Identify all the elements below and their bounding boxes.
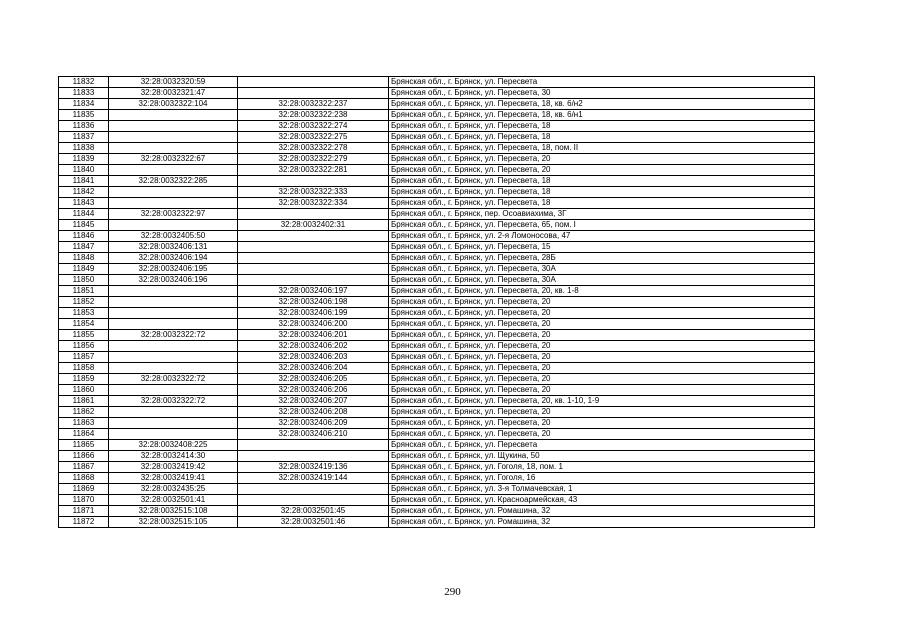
cadastral-number-cell: [109, 319, 238, 330]
related-cadastral-number-cell: [238, 176, 389, 187]
related-cadastral-number-cell: [238, 253, 389, 264]
address-cell: Брянская обл., г. Брянск, ул. Пересвета, 18: [389, 198, 815, 209]
row-number-cell: 11841: [59, 176, 109, 187]
row-number-cell: 11863: [59, 418, 109, 429]
address-cell: Брянская обл., г. Брянск, ул. Пересвета, 18, кв. 6/н1: [389, 110, 815, 121]
row-number-cell: 11854: [59, 319, 109, 330]
table-body: [59, 77, 815, 528]
address-cell: Брянская обл., г. Брянск, ул. Пересвета, 20: [389, 297, 815, 308]
cadastral-table: [58, 76, 815, 528]
related-cadastral-number-cell: 32:28:0032322:281: [238, 165, 389, 176]
related-cadastral-number-cell: 32:28:0032402:31: [238, 220, 389, 231]
cadastral-number-cell: [109, 187, 238, 198]
cadastral-number-cell: [109, 143, 238, 154]
row-number-cell: 11865: [59, 440, 109, 451]
table-row: [59, 418, 815, 429]
cadastral-number-cell: 32:28:0032406:195: [109, 264, 238, 275]
address-cell: Брянская обл., г. Брянск, ул. Пересвета, 20: [389, 341, 815, 352]
cadastral-number-cell: 32:28:0032419:42: [109, 462, 238, 473]
table-row: [59, 341, 815, 352]
table-row: [59, 264, 815, 275]
cadastral-number-cell: [109, 418, 238, 429]
row-number-cell: 11845: [59, 220, 109, 231]
row-number-cell: 11840: [59, 165, 109, 176]
row-number-cell: 11832: [59, 77, 109, 88]
address-cell: Брянская обл., г. Брянск, ул. Пересвета, 30: [389, 88, 815, 99]
row-number-cell: 11869: [59, 484, 109, 495]
address-cell: Брянская обл., г. Брянск, ул. Пересвета, 15: [389, 242, 815, 253]
table-row: [59, 440, 815, 451]
table-row: [59, 88, 815, 99]
row-number-cell: 11856: [59, 341, 109, 352]
table-row: [59, 275, 815, 286]
address-cell: Брянская обл., г. Брянск, ул. Пересвета, 18: [389, 187, 815, 198]
address-cell: Брянская обл., г. Брянск, ул. Пересвета, 20, кв. 1-8: [389, 286, 815, 297]
table-row: [59, 198, 815, 209]
table-row: [59, 462, 815, 473]
address-cell: Брянская обл., г. Брянск, ул. Пересвета, 65, пом. I: [389, 220, 815, 231]
row-number-cell: 11833: [59, 88, 109, 99]
cadastral-number-cell: [109, 286, 238, 297]
cadastral-number-cell: [109, 165, 238, 176]
address-cell: Брянская обл., г. Брянск, ул. Пересвета: [389, 77, 815, 88]
row-number-cell: 11834: [59, 99, 109, 110]
related-cadastral-number-cell: 32:28:0032406:197: [238, 286, 389, 297]
cadastral-number-cell: 32:28:0032322:104: [109, 99, 238, 110]
related-cadastral-number-cell: 32:28:0032501:46: [238, 517, 389, 528]
cadastral-number-cell: 32:28:0032408:225: [109, 440, 238, 451]
table-row: [59, 374, 815, 385]
related-cadastral-number-cell: [238, 275, 389, 286]
row-number-cell: 11857: [59, 352, 109, 363]
row-number-cell: 11852: [59, 297, 109, 308]
cadastral-number-cell: [109, 198, 238, 209]
table-row: [59, 363, 815, 374]
cadastral-number-cell: 32:28:0032406:196: [109, 275, 238, 286]
row-number-cell: 11872: [59, 517, 109, 528]
related-cadastral-number-cell: 32:28:0032501:45: [238, 506, 389, 517]
address-cell: Брянская обл., г. Брянск, ул. Пересвета, 30А: [389, 264, 815, 275]
table-row: [59, 154, 815, 165]
related-cadastral-number-cell: 32:28:0032322:237: [238, 99, 389, 110]
cadastral-number-cell: [109, 132, 238, 143]
row-number-cell: 11853: [59, 308, 109, 319]
row-number-cell: 11849: [59, 264, 109, 275]
address-cell: Брянская обл., г. Брянск, ул. 3-я Толмачевская, 1: [389, 484, 815, 495]
cadastral-number-cell: [109, 110, 238, 121]
related-cadastral-number-cell: [238, 242, 389, 253]
row-number-cell: 11858: [59, 363, 109, 374]
cadastral-number-cell: 32:28:0032406:194: [109, 253, 238, 264]
table-row: [59, 517, 815, 528]
row-number-cell: 11851: [59, 286, 109, 297]
address-cell: Брянская обл., г. Брянск, ул. Пересвета, 18, пом. II: [389, 143, 815, 154]
related-cadastral-number-cell: [238, 484, 389, 495]
table-row: [59, 330, 815, 341]
cadastral-number-cell: [109, 341, 238, 352]
cadastral-number-cell: 32:28:0032435:25: [109, 484, 238, 495]
related-cadastral-number-cell: [238, 77, 389, 88]
address-cell: Брянская обл., г. Брянск, ул. Пересвета, 20: [389, 165, 815, 176]
table-row: [59, 187, 815, 198]
table-row: [59, 242, 815, 253]
row-number-cell: 11837: [59, 132, 109, 143]
related-cadastral-number-cell: 32:28:0032406:202: [238, 341, 389, 352]
row-number-cell: 11870: [59, 495, 109, 506]
related-cadastral-number-cell: 32:28:0032419:136: [238, 462, 389, 473]
row-number-cell: 11844: [59, 209, 109, 220]
address-cell: Брянская обл., г. Брянск, ул. Пересвета, 18: [389, 176, 815, 187]
table-row: [59, 484, 815, 495]
address-cell: Брянская обл., г. Брянск, ул. Ромашина, 32: [389, 506, 815, 517]
cadastral-number-cell: 32:28:0032322:72: [109, 330, 238, 341]
cadastral-number-cell: 32:28:0032406:131: [109, 242, 238, 253]
address-cell: Брянская обл., г. Брянск, ул. Пересвета, 20: [389, 429, 815, 440]
table-row: [59, 253, 815, 264]
address-cell: Брянская обл., г. Брянск, ул. Красноармейская, 43: [389, 495, 815, 506]
table-row: [59, 220, 815, 231]
table-row: [59, 473, 815, 484]
address-cell: Брянская обл., г. Брянск, ул. Пересвета, 20: [389, 407, 815, 418]
table-row: [59, 495, 815, 506]
related-cadastral-number-cell: [238, 440, 389, 451]
cadastral-number-cell: 32:28:0032419:41: [109, 473, 238, 484]
row-number-cell: 11866: [59, 451, 109, 462]
cadastral-number-cell: 32:28:0032515:108: [109, 506, 238, 517]
table-row: [59, 352, 815, 363]
row-number-cell: 11835: [59, 110, 109, 121]
table-row: [59, 451, 815, 462]
address-cell: Брянская обл., г. Брянск, ул. Гоголя, 18, пом. 1: [389, 462, 815, 473]
row-number-cell: 11864: [59, 429, 109, 440]
related-cadastral-number-cell: 32:28:0032406:209: [238, 418, 389, 429]
related-cadastral-number-cell: 32:28:0032406:201: [238, 330, 389, 341]
cadastral-number-cell: 32:28:0032405:50: [109, 231, 238, 242]
row-number-cell: 11850: [59, 275, 109, 286]
related-cadastral-number-cell: 32:28:0032406:210: [238, 429, 389, 440]
cadastral-number-cell: 32:28:0032322:97: [109, 209, 238, 220]
address-cell: Брянская обл., г. Брянск, ул. 2-я Ломоносова, 47: [389, 231, 815, 242]
related-cadastral-number-cell: 32:28:0032406:206: [238, 385, 389, 396]
table-row: [59, 396, 815, 407]
row-number-cell: 11871: [59, 506, 109, 517]
address-cell: Брянская обл., г. Брянск, ул. Пересвета, 20, кв. 1-10, 1-9: [389, 396, 815, 407]
related-cadastral-number-cell: [238, 495, 389, 506]
address-cell: Брянская обл., г. Брянск, ул. Пересвета, 30А: [389, 275, 815, 286]
related-cadastral-number-cell: 32:28:0032322:275: [238, 132, 389, 143]
cadastral-number-cell: [109, 352, 238, 363]
table-row: [59, 143, 815, 154]
related-cadastral-number-cell: 32:28:0032322:279: [238, 154, 389, 165]
related-cadastral-number-cell: 32:28:0032322:238: [238, 110, 389, 121]
table-row: [59, 165, 815, 176]
related-cadastral-number-cell: [238, 264, 389, 275]
table-row: [59, 319, 815, 330]
row-number-cell: 11842: [59, 187, 109, 198]
row-number-cell: 11867: [59, 462, 109, 473]
address-cell: Брянская обл., г. Брянск, ул. Пересвета, 20: [389, 374, 815, 385]
table-row: [59, 385, 815, 396]
address-cell: Брянская обл., г. Брянск, ул. Пересвета, 20: [389, 352, 815, 363]
related-cadastral-number-cell: 32:28:0032322:334: [238, 198, 389, 209]
cadastral-number-cell: [109, 363, 238, 374]
cadastral-number-cell: [109, 121, 238, 132]
related-cadastral-number-cell: [238, 88, 389, 99]
address-cell: Брянская обл., г. Брянск, ул. Пересвета, 20: [389, 308, 815, 319]
cadastral-number-cell: 32:28:0032322:67: [109, 154, 238, 165]
table-row: [59, 297, 815, 308]
cadastral-number-cell: [109, 407, 238, 418]
related-cadastral-number-cell: 32:28:0032406:204: [238, 363, 389, 374]
row-number-cell: 11859: [59, 374, 109, 385]
table-row: [59, 176, 815, 187]
address-cell: Брянская обл., г. Брянск, ул. Пересвета, 18, кв. 6/н2: [389, 99, 815, 110]
related-cadastral-number-cell: 32:28:0032406:208: [238, 407, 389, 418]
row-number-cell: 11862: [59, 407, 109, 418]
cadastral-number-cell: 32:28:0032321:47: [109, 88, 238, 99]
row-number-cell: 11836: [59, 121, 109, 132]
table-row: [59, 110, 815, 121]
related-cadastral-number-cell: 32:28:0032406:203: [238, 352, 389, 363]
cadastral-number-cell: 32:28:0032515:105: [109, 517, 238, 528]
table-row: [59, 407, 815, 418]
row-number-cell: 11846: [59, 231, 109, 242]
related-cadastral-number-cell: 32:28:0032406:205: [238, 374, 389, 385]
address-cell: Брянская обл., г. Брянск, ул. Пересвета, 20: [389, 418, 815, 429]
address-cell: Брянская обл., г. Брянск, ул. Щукина, 50: [389, 451, 815, 462]
related-cadastral-number-cell: [238, 231, 389, 242]
cadastral-number-cell: 32:28:0032320:59: [109, 77, 238, 88]
row-number-cell: 11868: [59, 473, 109, 484]
address-cell: Брянская обл., г. Брянск, ул. Пересвета, 20: [389, 319, 815, 330]
row-number-cell: 11843: [59, 198, 109, 209]
row-number-cell: 11855: [59, 330, 109, 341]
address-cell: Брянская обл., г. Брянск, ул. Ромашина, 32: [389, 517, 815, 528]
cadastral-number-cell: 32:28:0032322:72: [109, 374, 238, 385]
address-cell: Брянская обл., г. Брянск, ул. Пересвета: [389, 440, 815, 451]
cadastral-number-cell: [109, 429, 238, 440]
related-cadastral-number-cell: 32:28:0032406:199: [238, 308, 389, 319]
address-cell: Брянская обл., г. Брянск, ул. Пересвета, 28Б: [389, 253, 815, 264]
table-row: [59, 99, 815, 110]
cadastral-number-cell: 32:28:0032322:285: [109, 176, 238, 187]
cadastral-number-cell: [109, 297, 238, 308]
address-cell: Брянская обл., г. Брянск, ул. Пересвета, 20: [389, 154, 815, 165]
table-row: [59, 286, 815, 297]
table-row: [59, 429, 815, 440]
page-number: 290: [444, 586, 461, 598]
row-number-cell: 11848: [59, 253, 109, 264]
related-cadastral-number-cell: 32:28:0032322:278: [238, 143, 389, 154]
cadastral-number-cell: 32:28:0032414:30: [109, 451, 238, 462]
table-row: [59, 308, 815, 319]
related-cadastral-number-cell: 32:28:0032322:274: [238, 121, 389, 132]
cadastral-number-cell: [109, 385, 238, 396]
address-cell: Брянская обл., г. Брянск, ул. Пересвета, 18: [389, 132, 815, 143]
address-cell: Брянская обл., г. Брянск, ул. Пересвета, 20: [389, 385, 815, 396]
related-cadastral-number-cell: 32:28:0032419:144: [238, 473, 389, 484]
cadastral-number-cell: [109, 220, 238, 231]
related-cadastral-number-cell: 32:28:0032406:207: [238, 396, 389, 407]
table-row: [59, 77, 815, 88]
related-cadastral-number-cell: 32:28:0032406:200: [238, 319, 389, 330]
related-cadastral-number-cell: 32:28:0032322:333: [238, 187, 389, 198]
row-number-cell: 11838: [59, 143, 109, 154]
row-number-cell: 11861: [59, 396, 109, 407]
row-number-cell: 11860: [59, 385, 109, 396]
related-cadastral-number-cell: [238, 451, 389, 462]
table-row: [59, 209, 815, 220]
address-cell: Брянская обл., г. Брянск, ул. Пересвета, 20: [389, 330, 815, 341]
row-number-cell: 11847: [59, 242, 109, 253]
related-cadastral-number-cell: 32:28:0032406:198: [238, 297, 389, 308]
table-row: [59, 132, 815, 143]
table-row: [59, 506, 815, 517]
cadastral-number-cell: [109, 308, 238, 319]
table-row: [59, 231, 815, 242]
address-cell: Брянская обл., г. Брянск, ул. Гоголя, 16: [389, 473, 815, 484]
cadastral-number-cell: 32:28:0032501:41: [109, 495, 238, 506]
address-cell: Брянская обл., г. Брянск, пер. Осоавиахима, 3Г: [389, 209, 815, 220]
address-cell: Брянская обл., г. Брянск, ул. Пересвета, 18: [389, 121, 815, 132]
address-cell: Брянская обл., г. Брянск, ул. Пересвета, 20: [389, 363, 815, 374]
related-cadastral-number-cell: [238, 209, 389, 220]
row-number-cell: 11839: [59, 154, 109, 165]
cadastral-number-cell: 32:28:0032322:72: [109, 396, 238, 407]
table-row: [59, 121, 815, 132]
